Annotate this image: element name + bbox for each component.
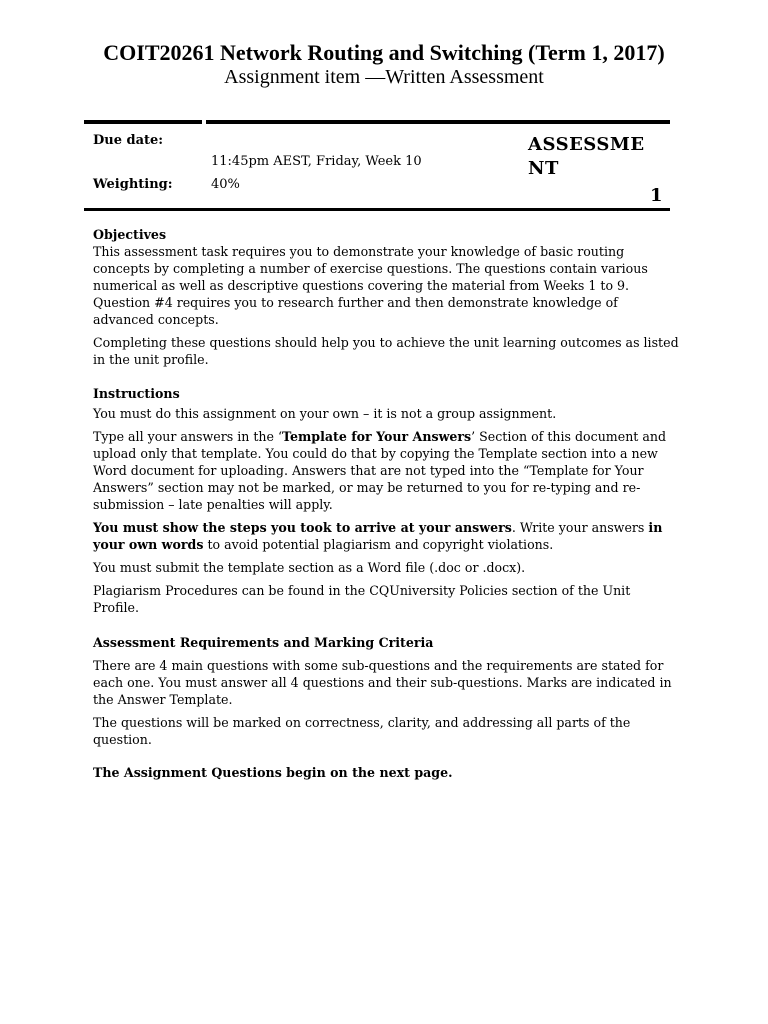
instructions-paragraph-2: Type all your answers in the ‘Template for Your Answers’ Section of this document and upload only that template. You could do that by copying the Template section into a new Word document for uploading. Answers that are not typed into the “Template for Your Answers” section may not be marked, or may be returned to you for re-typing and re-submission – late penalties will apply. (93, 429, 667, 512)
objectives-paragraph-1: This assessment task requires you to demonstrate your knowledge of basic routing concepts by completing a number of exercise questions. The questions contain various numerical as well as descriptive questions covering the material from Weeks 1 to 9. Question #4 requires you to research further and then demonstrate knowledge of advanced concepts. (93, 244, 648, 327)
requirements-section (93, 634, 679, 748)
instructions-paragraph-5: Plagiarism Procedures can be found in the CQUniversity Policies section of the Unit Profile. (93, 583, 631, 615)
due-date-label: Due date: (93, 133, 164, 148)
objectives-section (93, 226, 679, 368)
instructions-paragraph-4: You must submit the template section as a Word file (.doc or .docx). (93, 560, 526, 575)
requirements-heading: Assessment Requirements and Marking Criteria (93, 635, 434, 650)
objectives-heading: Objectives (93, 227, 167, 242)
next-page-note: The Assignment Questions begin on the next page. (93, 765, 453, 780)
instructions-heading: Instructions (93, 386, 180, 401)
weighting-value: 40% (211, 177, 240, 192)
document-subtitle: Assignment item —Written Assessment (224, 66, 544, 88)
assessment-label: ASSESSMENT (528, 134, 645, 179)
assessment-number: 1 (650, 185, 663, 206)
instructions-paragraph-1: You must do this assignment on your own – it is not a group assignment. (93, 406, 557, 421)
objectives-paragraph-2: Completing these questions should help you to achieve the unit learning outcomes as listed in the unit profile. (93, 335, 679, 367)
requirements-paragraph-2: The questions will be marked on correctness, clarity, and addressing all parts of the question. (93, 715, 631, 747)
requirements-paragraph-1: There are 4 main questions with some sub-questions and the requirements are stated for each one. You must answer all 4 questions and their sub-questions. Marks are indicated in the Answer Template. (93, 658, 672, 707)
weighting-label: Weighting: (93, 177, 173, 192)
instructions-paragraph-3: You must show the steps you took to arrive at your answers. Write your answers in your own words to avoid potential plagiarism and copyright violations. (93, 520, 663, 552)
instructions-section (93, 385, 679, 616)
document-title: COIT20261 Network Routing and Switching (Term 1, 2017) (103, 40, 665, 65)
due-date-value: 11:45pm AEST, Friday, Week 10 (211, 154, 422, 169)
table-bottom-rule (84, 208, 670, 211)
table-top-rule (84, 120, 670, 124)
